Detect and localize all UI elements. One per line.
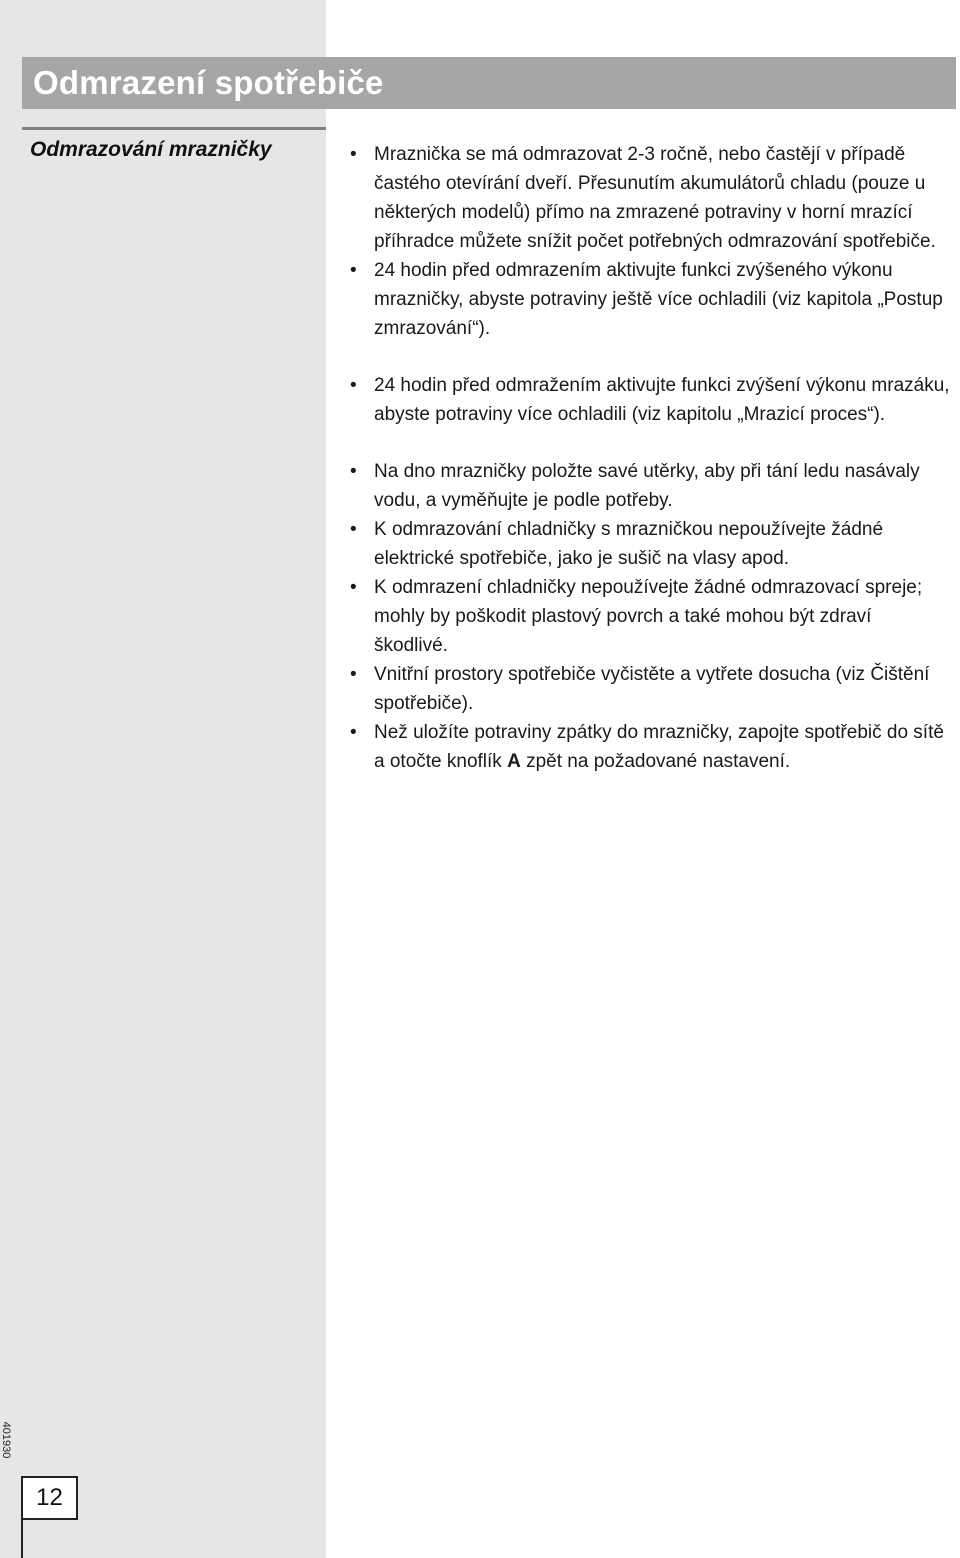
list-item-text: Na dno mrazničky položte savé utěrky, aby při tání ledu nasávaly vodu, a vyměňujte je podle potřeby. [374, 461, 920, 511]
list-item-text: K odmrazování chladničky s mrazničkou nepoužívejte žádné elektrické spotřebiče, jako je sušič na vlasy apod. [374, 519, 884, 569]
section-divider [22, 127, 326, 130]
bullet-icon: • [350, 722, 357, 743]
page-number: 12 [21, 1476, 78, 1520]
list-item-text-end: zpět na požadované nastavení. [520, 751, 791, 772]
chapter-title: Odmrazení spotřebiče [33, 64, 384, 101]
bullet-icon: • [350, 519, 357, 540]
bullet-icon: • [350, 461, 357, 482]
list-item-text: 24 hodin před odmrazením aktivujte funkci zvýšeného výkonu mrazničky, abyste potraviny ještě více ochladili (viz kapitola „Postup zmrazování“). [374, 260, 943, 339]
bullet-icon: • [350, 375, 357, 396]
list-item-text: Vnitřní prostory spotřebiče vyčistěte a vytřete dosucha (viz Čištění spotřebiče). [374, 664, 930, 714]
bullet-icon: • [350, 260, 357, 281]
document-code: 401930 [0, 1421, 12, 1459]
list-item [350, 457, 950, 515]
list-item-text-start: Než uložíte potraviny zpátky do mrazničky, zapojte spotřebič do sítě a otočte knoflík [374, 722, 944, 772]
list-item [350, 371, 950, 429]
knob-label: A [507, 751, 521, 772]
list-item-text: Mraznička se má odmrazovat 2-3 ročně, nebo častějí v případě častého otevírání dveří. Přesunutím akumulátorů chladu (pouze u některých modelů) přímo na zmrazené potraviny v horní mrazící příhradce můžete snížit počet potřebných odmrazování spotřebiče. [374, 144, 936, 252]
list-item [350, 515, 950, 573]
bullet-icon: • [350, 577, 357, 598]
list-item [350, 573, 950, 660]
list-item [350, 140, 950, 256]
list-item [350, 256, 950, 343]
chapter-title-bar [22, 57, 956, 109]
list-item [350, 660, 950, 718]
list-item-text: K odmrazení chladničky nepoužívejte žádné odmrazovací spreje; mohly by poškodit plastový povrch a také mohou být zdraví škodlivé. [374, 577, 923, 656]
instruction-list [350, 140, 950, 776]
left-margin-column [0, 0, 326, 1558]
page-number-rule [21, 1519, 23, 1558]
list-item-text: 24 hodin před odmražením aktivujte funkci zvýšení výkonu mrazáku, abyste potraviny více ochladili (viz kapitolu „Mrazicí proces“). [374, 375, 950, 425]
list-item-text [374, 718, 950, 776]
section-title: Odmrazování mrazničky [30, 138, 272, 161]
list-item [350, 718, 950, 776]
bullet-icon: • [350, 144, 357, 165]
bullet-icon: • [350, 664, 357, 685]
